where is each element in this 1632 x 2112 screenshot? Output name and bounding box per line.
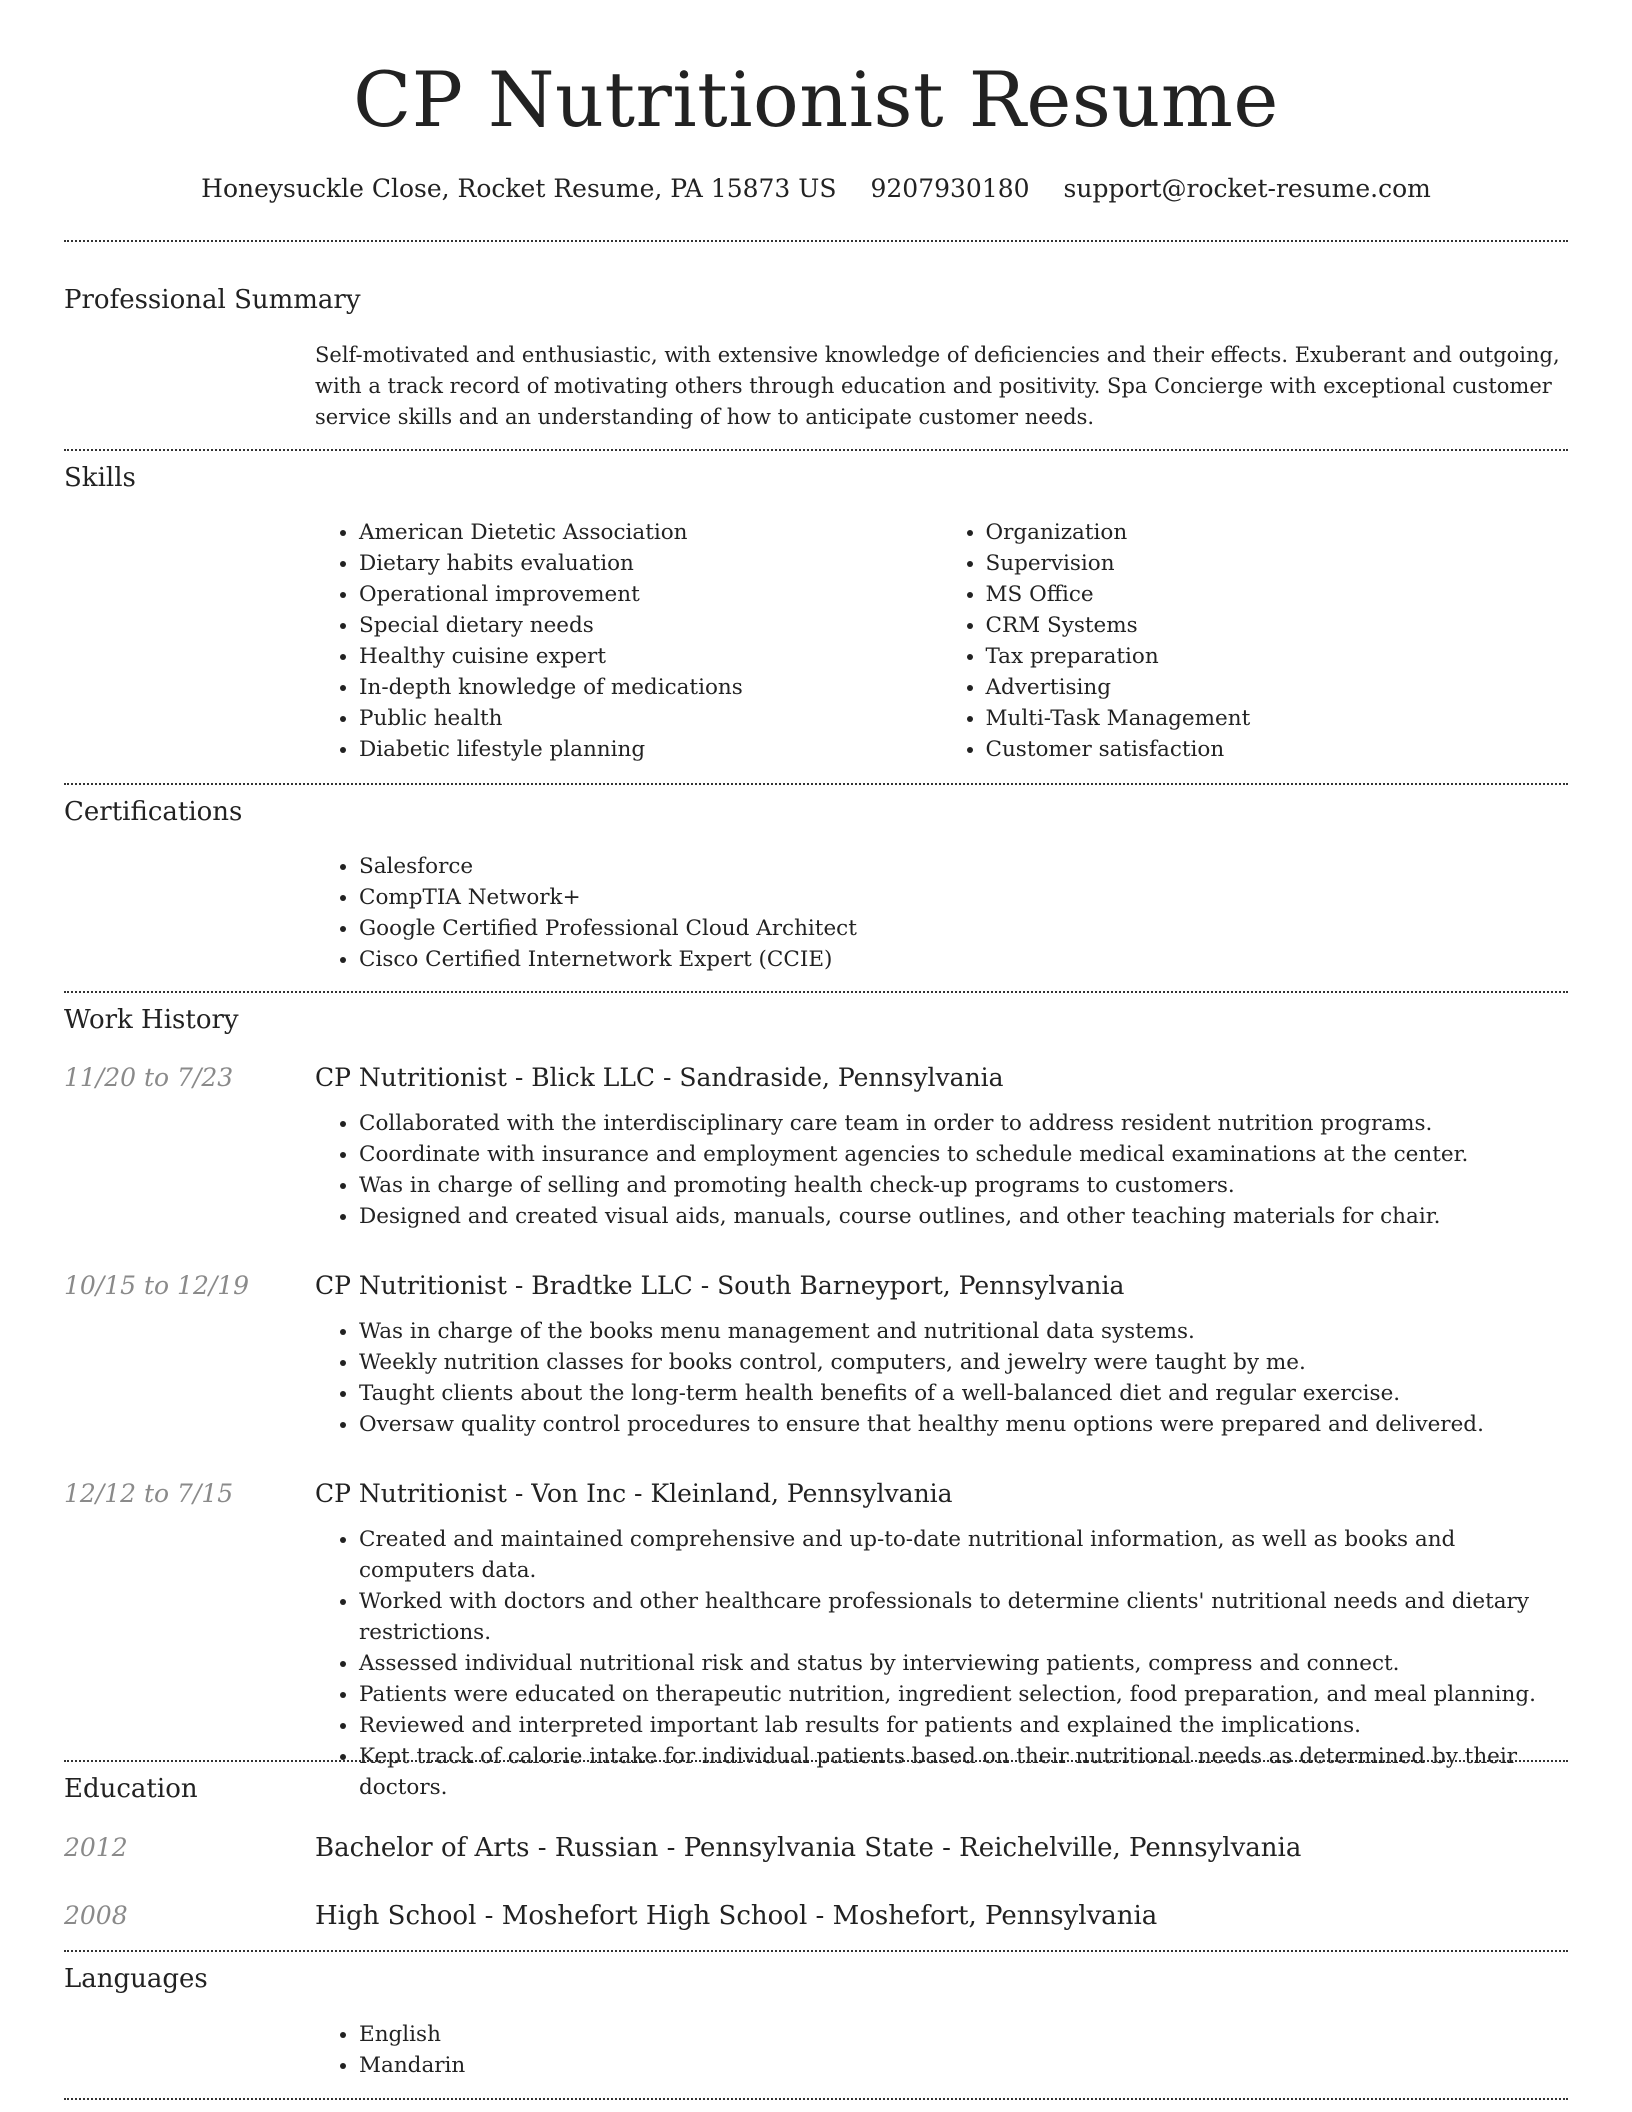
job-bullet: • Collaborated with the interdisciplinary care team in order to address resident nutrition programs. xyxy=(359,1108,1568,1139)
languages-block xyxy=(315,2019,1568,2081)
job-dates: 11/20 to 7/23 xyxy=(64,1063,234,1092)
language-item: • English xyxy=(359,2019,1568,2050)
skill-item: • Supervision xyxy=(986,548,1569,579)
education-year: 2012 xyxy=(64,1833,128,1862)
job-heading: CP Nutritionist - Blick LLC - Sandraside, Pennsylvania xyxy=(315,1063,1004,1092)
job-bullet: • Weekly nutrition classes for books control, computers, and jewelry were taught by me. xyxy=(359,1347,1568,1378)
education-degree: High School xyxy=(315,1901,477,1931)
skill-item: • Operational improvement xyxy=(359,579,942,610)
job-bullet: • Kept track of calorie intake for individual patients based on their nutritional needs as determined by their doctors. xyxy=(359,1741,1568,1803)
skill-item: • Healthy cuisine expert xyxy=(359,641,942,672)
divider xyxy=(64,1760,1568,1762)
skills-list-left xyxy=(315,517,942,765)
job-bullet: • Was in charge of selling and promoting health check-up programs to customers. xyxy=(359,1170,1568,1201)
job-bullet: • Taught clients about the long-term health benefits of a well-balanced diet and regular exercise. xyxy=(359,1378,1568,1409)
summary-text: Self-motivated and enthusiastic, with extensive knowledge of deficiencies and their effects. Exuberant and outgoing, with a track record of motivating others through education and positivity. Spa Concierge with exceptional customer service skills and an understanding of how to anticipate customer needs. xyxy=(315,343,1560,429)
section-title-skills: Skills xyxy=(64,463,136,493)
job-heading: CP Nutritionist - Von Inc - Kleinland, Pennsylvania xyxy=(315,1479,953,1508)
contact-line xyxy=(0,172,1632,206)
job-bullet: • Was in charge of the books menu management and nutritional data systems. xyxy=(359,1316,1568,1347)
education-details: - Moshefort High School - Moshefort, Pennsylvania xyxy=(476,1901,1158,1931)
education-degree: Bachelor of Arts - Russian xyxy=(315,1833,659,1863)
education-details: - Pennsylvania State - Reichelville, Pennsylvania xyxy=(658,1833,1302,1863)
skills-list-right xyxy=(942,517,1569,765)
skill-item: • Diabetic lifestyle planning xyxy=(359,734,942,765)
divider xyxy=(64,449,1568,451)
job-bullet: • Designed and created visual aids, manuals, course outlines, and other teaching materials for chair. xyxy=(359,1201,1568,1232)
contact-phone: 9207930180 xyxy=(870,174,1030,203)
language-item: • Mandarin xyxy=(359,2050,1568,2081)
contact-address: Honeysuckle Close, Rocket Resume, PA 15873 US xyxy=(201,174,837,203)
skill-item: • MS Office xyxy=(986,579,1569,610)
certifications-block xyxy=(315,851,1568,975)
resume-title: CP Nutritionist Resume xyxy=(353,55,1279,144)
skills-grid xyxy=(315,517,1568,765)
skill-item: • Special dietary needs xyxy=(359,610,942,641)
skill-item: • CRM Systems xyxy=(986,610,1569,641)
job-bullet: • Worked with doctors and other healthcare professionals to determine clients' nutritional needs and dietary restrictions. xyxy=(359,1586,1568,1648)
summary-block xyxy=(315,340,1568,433)
education-year: 2008 xyxy=(64,1901,128,1930)
job-dates: 12/12 to 7/15 xyxy=(64,1479,234,1508)
job-entry xyxy=(315,1269,1568,1440)
divider xyxy=(64,783,1568,785)
divider xyxy=(64,2098,1568,2100)
skill-item: • Public health xyxy=(359,703,942,734)
skill-item: • Organization xyxy=(986,517,1569,548)
section-title-certifications: Certifications xyxy=(64,797,243,827)
job-dates: 10/15 to 12/19 xyxy=(64,1271,250,1300)
certification-item: • Salesforce xyxy=(359,851,1568,882)
job-bullets xyxy=(315,1316,1568,1440)
job-bullet: • Coordinate with insurance and employment agencies to schedule medical examinations at the center. xyxy=(359,1139,1568,1170)
job-entry xyxy=(315,1477,1568,1803)
certification-item: • Google Certified Professional Cloud Architect xyxy=(359,913,1568,944)
skill-item: • Dietary habits evaluation xyxy=(359,548,942,579)
certification-item: • CompTIA Network+ xyxy=(359,882,1568,913)
job-bullet: • Created and maintained comprehensive and up-to-date nutritional information, as well as books and computers data. xyxy=(359,1524,1568,1586)
contact-email: support@rocket-resume.com xyxy=(1063,174,1431,203)
section-title-work-history: Work History xyxy=(64,1005,239,1035)
section-title-summary: Professional Summary xyxy=(64,285,361,315)
skill-item: • American Dietetic Association xyxy=(359,517,942,548)
skill-item: • Customer satisfaction xyxy=(986,734,1569,765)
education-entry xyxy=(315,1831,1568,1865)
divider xyxy=(64,1950,1568,1952)
divider xyxy=(64,991,1568,993)
job-bullet: • Oversaw quality control procedures to ensure that healthy menu options were prepared and delivered. xyxy=(359,1409,1568,1440)
skill-item: • Tax preparation xyxy=(986,641,1569,672)
job-bullet: • Assessed individual nutritional risk and status by interviewing patients, compress and connect. xyxy=(359,1648,1568,1679)
job-heading: CP Nutritionist - Bradtke LLC - South Barneyport, Pennsylvania xyxy=(315,1271,1125,1300)
skill-item: • Advertising xyxy=(986,672,1569,703)
section-title-education: Education xyxy=(64,1774,198,1804)
certifications-list xyxy=(315,851,1568,975)
job-bullet: • Patients were educated on therapeutic nutrition, ingredient selection, food preparation, and meal planning. xyxy=(359,1679,1568,1710)
job-bullets xyxy=(315,1108,1568,1232)
education-entry xyxy=(315,1899,1568,1933)
section-title-languages: Languages xyxy=(64,1964,208,1994)
divider xyxy=(64,240,1568,242)
languages-list xyxy=(315,2019,1568,2081)
skill-item: • In-depth knowledge of medications xyxy=(359,672,942,703)
job-bullet: • Reviewed and interpreted important lab results for patients and explained the implications. xyxy=(359,1710,1568,1741)
skill-item: • Multi-Task Management xyxy=(986,703,1569,734)
certification-item: • Cisco Certified Internetwork Expert (CCIE) xyxy=(359,944,1568,975)
job-entry xyxy=(315,1061,1568,1232)
